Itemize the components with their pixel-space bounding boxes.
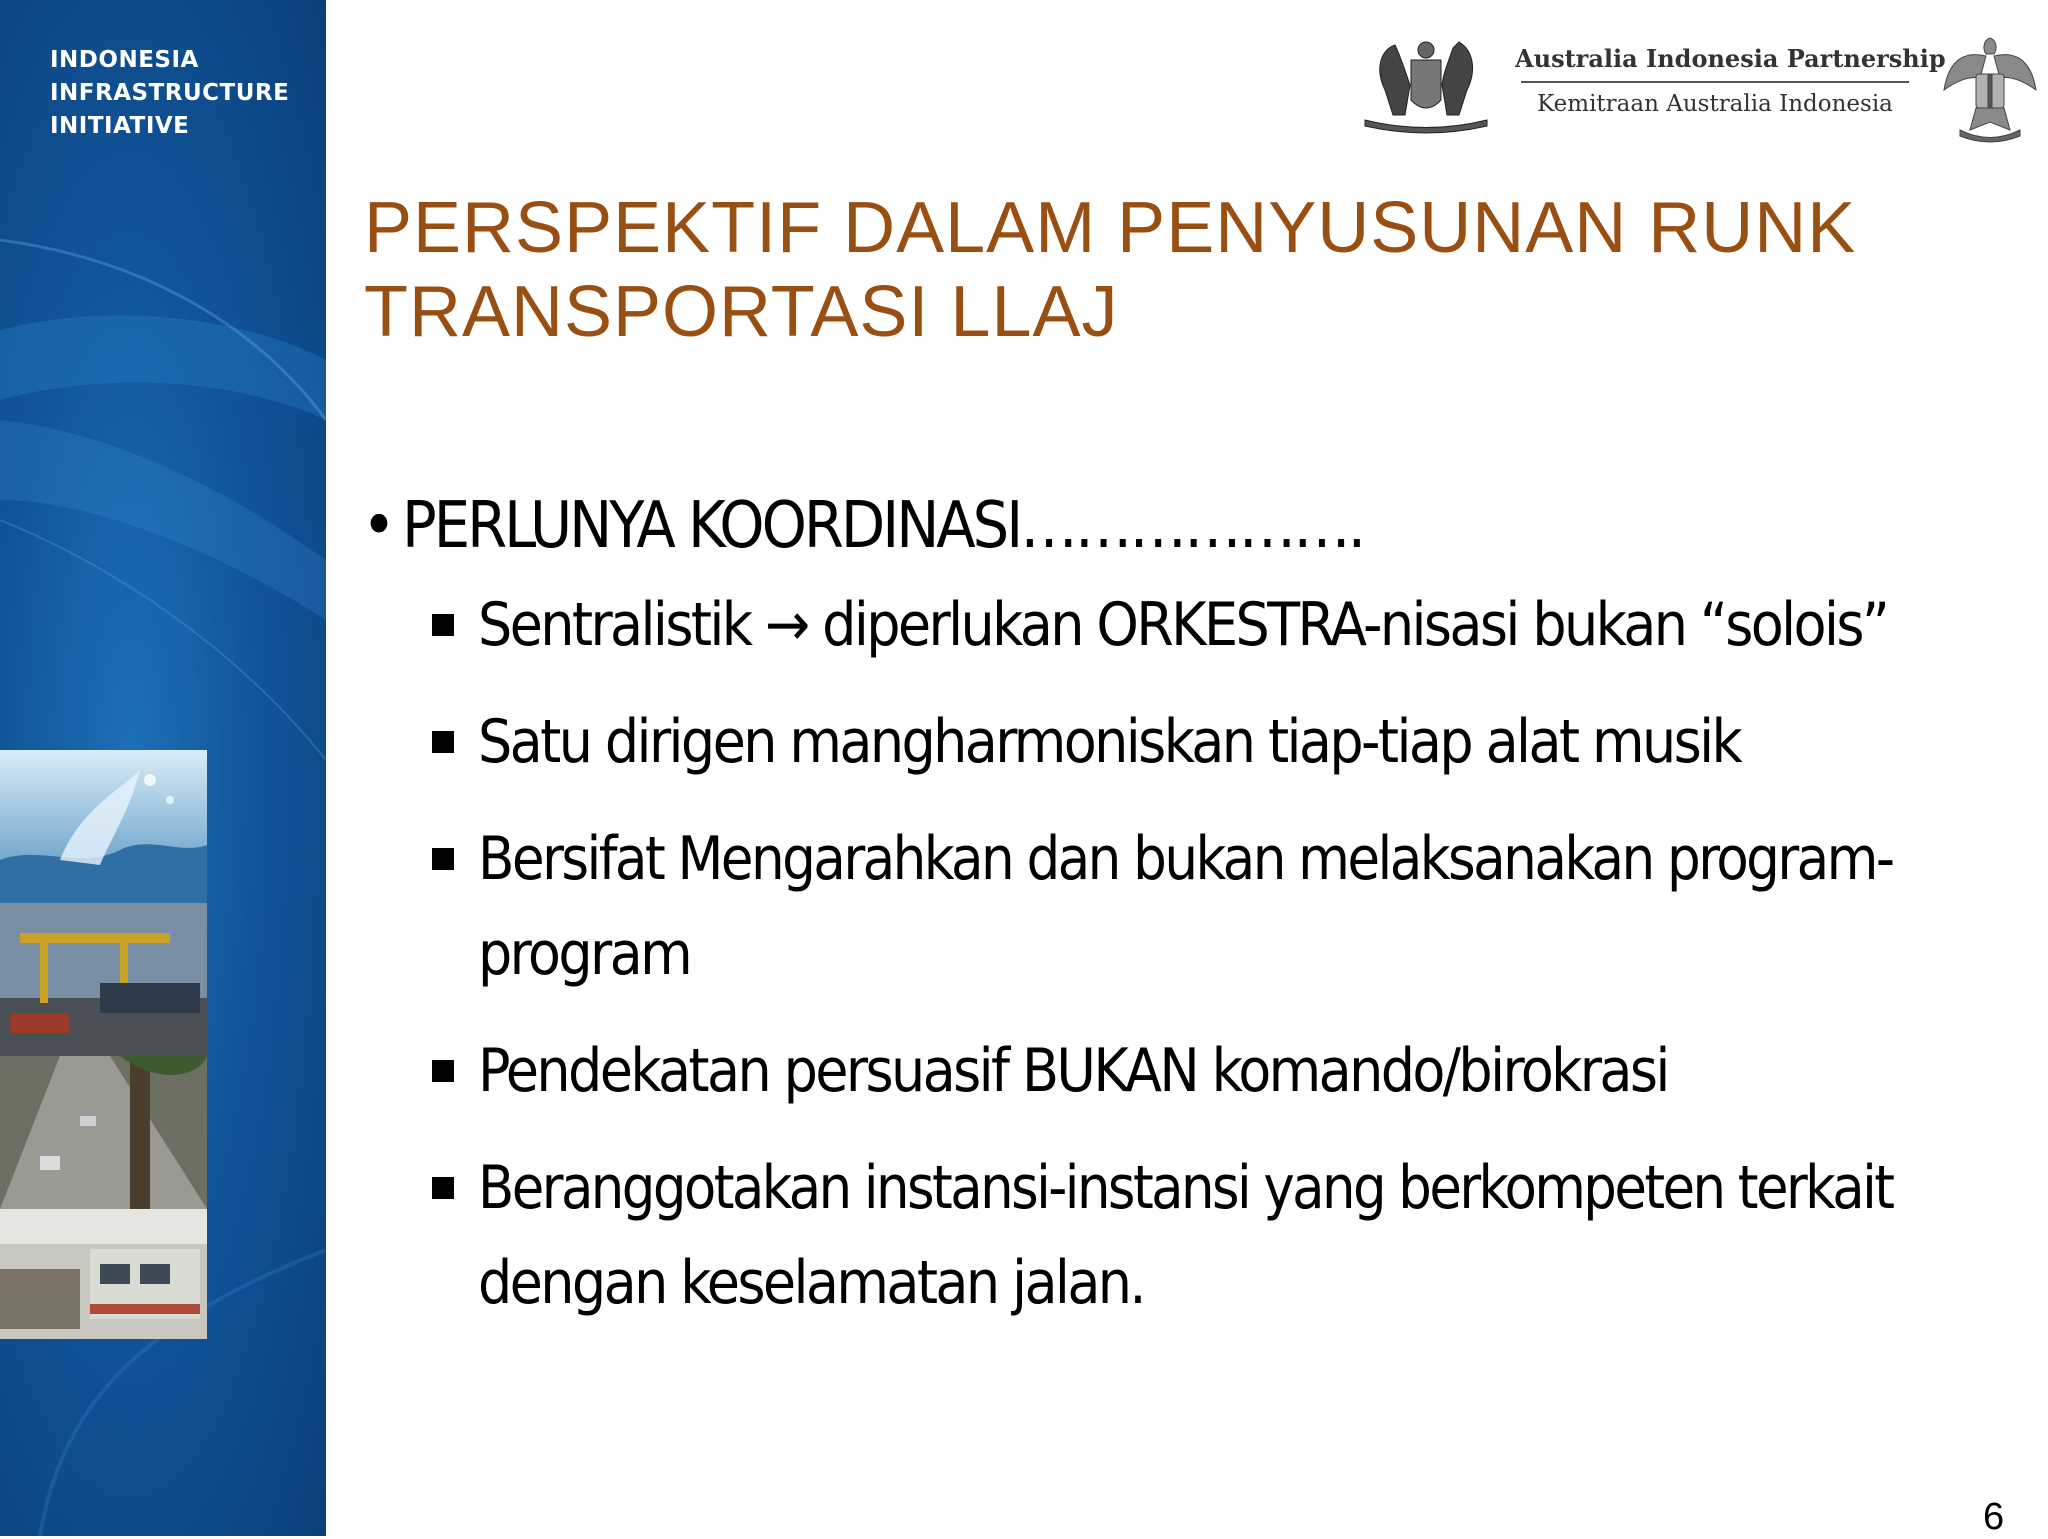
slide-title <box>364 186 1856 354</box>
partnership-divider <box>1521 81 1909 83</box>
australia-coat-of-arms-icon <box>1355 30 1497 140</box>
sub-bullet-text: Sentralistik → diperlukan ORKESTRA-nisasi bukan “solois” <box>478 590 1888 660</box>
photo-water-splash <box>0 750 207 903</box>
slide-title-line: PERSPEKTIF DALAM PENYUSUNAN RUNK <box>364 188 1857 268</box>
sub-bullet-text: Beranggotakan instansi-instansi yang berkompeten terkait <box>478 1153 1893 1223</box>
org-name-line: INFRASTRUCTURE <box>50 80 290 106</box>
sub-bullet-text: Satu dirigen mangharmoniskan tiap-tiap alat musik <box>478 707 1741 777</box>
square-bullet-icon <box>432 731 454 753</box>
org-name-line: INDONESIA <box>50 47 199 73</box>
partnership-english: Australia Indonesia Partnership <box>1515 44 1946 73</box>
sub-bullet <box>362 812 2008 1002</box>
garuda-pancasila-icon <box>1940 30 2040 145</box>
partnership-indonesian: Kemitraan Australia Indonesia <box>1537 91 1893 117</box>
sub-bullet <box>362 695 2008 790</box>
sub-bullet-text: Bersifat Mengarahkan dan bukan melaksanakan program- <box>478 824 1893 894</box>
main-bullet <box>362 484 2012 568</box>
sub-bullet-text-continued: program <box>478 919 691 989</box>
square-bullet-icon <box>432 1177 454 1199</box>
square-bullet-icon <box>432 614 454 636</box>
sub-bullet <box>362 578 2008 673</box>
org-name-line: INITIATIVE <box>50 113 190 139</box>
photo-port-cranes <box>0 903 207 1056</box>
slide-title-line: TRANSPORTASI LLAJ <box>364 272 1119 352</box>
sub-bullet <box>362 1141 2008 1331</box>
org-name <box>50 44 289 143</box>
slide-body <box>362 484 2012 1353</box>
bullet-dot-icon: • <box>362 489 396 563</box>
main-bullet-text: PERLUNYA KOORDINASI………………. <box>402 489 1364 563</box>
sub-bullet <box>362 1024 2008 1119</box>
photo-highway-traffic <box>0 1056 207 1209</box>
sub-bullet-list <box>362 578 2012 1331</box>
sub-bullet-text: Pendekatan persuasif BUKAN komando/birokrasi <box>478 1036 1668 1106</box>
square-bullet-icon <box>432 848 454 870</box>
photo-train <box>0 1209 207 1339</box>
page-number: 6 <box>1983 1496 2005 1538</box>
sub-bullet-text-continued: dengan keselamatan jalan. <box>478 1248 1144 1318</box>
square-bullet-icon <box>432 1060 454 1082</box>
sidebar-panel <box>0 0 326 1536</box>
partnership-logo <box>1515 44 1946 117</box>
